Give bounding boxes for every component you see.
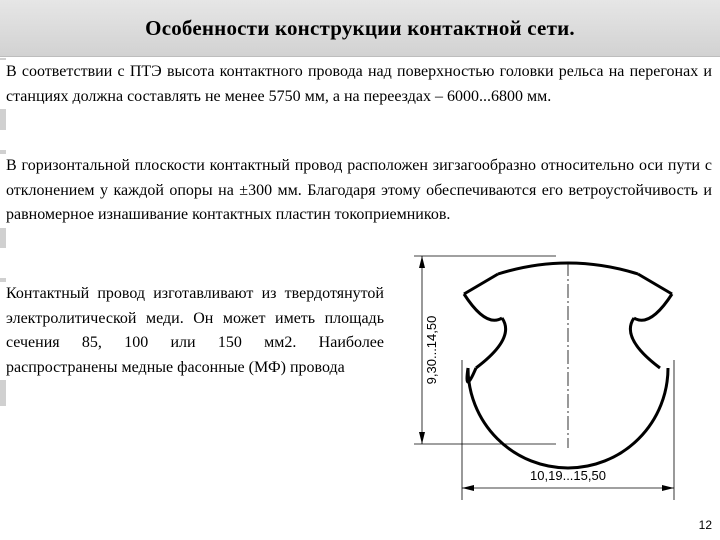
height-dimension-label: 9,30...14,50 [424, 315, 439, 385]
width-dimension-label: 10,19...15,50 [530, 468, 606, 483]
paragraph-text: Контактный провод изготавливают из твердотянутой электролитической меди. Он может иметь площадь сечения 85, 100 или 150 мм2. Наиболее распространены медные фасонные (МФ) провода [6, 285, 384, 376]
cross-section-drawing [406, 248, 720, 508]
title-bar [0, 0, 720, 57]
page-number: 12 [698, 518, 712, 532]
paragraph-height-requirements [0, 60, 712, 109]
paragraph-text: В соответствии с ПТЭ высота контактного провода над поверхностью головки рельса на перегонах и станциях должна составлять не менее 5750 мм, а на переездах – 6000...6800 мм. [6, 63, 712, 105]
slide-title: Особенности конструкции контактной сети. [145, 15, 575, 40]
paragraph-material [0, 282, 384, 380]
contact-wire-cross-section-figure [406, 248, 720, 508]
paragraph-text: В горизонтальной плоскости контактный провод расположен зигзагообразно относительно оси пути с отклонением у каждой опоры на ±300 мм. Благодаря этому обеспечиваются его ветроустойчивость и равномерное изнашивание контактных пластин токоприемников. [6, 157, 712, 223]
paragraph-zigzag [0, 154, 712, 228]
